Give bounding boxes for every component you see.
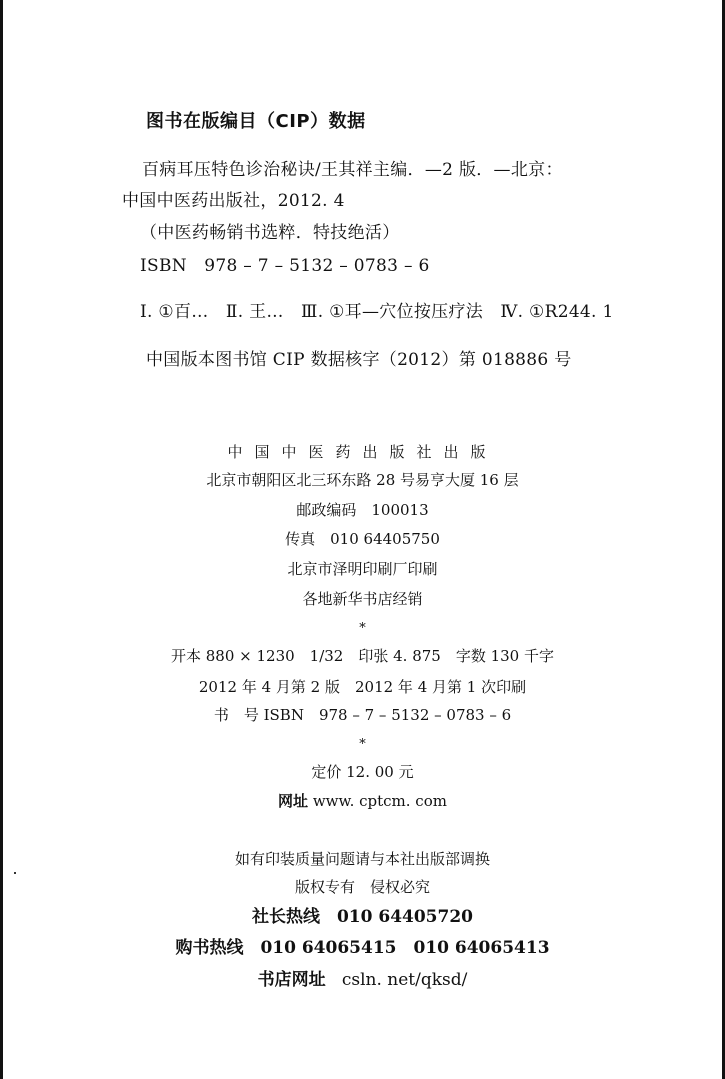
imprint-website bbox=[0, 794, 725, 809]
cip-line-series: （中医药畅销书选粹．特技绝活） bbox=[140, 223, 400, 243]
bookstore-label: 书店网址 bbox=[257, 970, 326, 990]
imprint-fax: 传真 010 64405750 bbox=[285, 530, 440, 548]
cip-title: 图书在版编目（CIP）数据 bbox=[146, 111, 366, 132]
bookstore-website bbox=[0, 972, 725, 989]
imprint-separator-star-2: * bbox=[359, 737, 366, 752]
imprint-distributor: 各地新华书店经销 bbox=[302, 590, 423, 608]
imprint-zip: 邮政编码 100013 bbox=[296, 501, 429, 519]
website-url: www. cptcm. com bbox=[312, 792, 447, 810]
imprint-edition: 2012 年 4 月第 2 版 2012 年 4 月第 1 次印刷 bbox=[198, 678, 527, 696]
cip-line-classification: Ⅰ. ①百… Ⅱ. 王… Ⅲ. ①耳—穴位按压疗法 Ⅳ. ①R244. 1 bbox=[140, 302, 614, 322]
quality-notice: 如有印装质量问题请与本社出版部调换 bbox=[234, 850, 490, 868]
imprint-printer: 北京市泽明印刷厂印刷 bbox=[287, 560, 438, 578]
cip-line-verification: 中国版本图书馆 CIP 数据核字（2012）第 018886 号 bbox=[146, 350, 572, 370]
imprint-address: 北京市朝阳区北三环东路 28 号易亨大厦 16 层 bbox=[206, 471, 519, 489]
director-hotline: 社长热线 010 64405720 bbox=[251, 907, 474, 927]
imprint-publisher: 中国中医药出版社出版 bbox=[227, 443, 498, 461]
imprint-price: 定价 12. 00 元 bbox=[311, 763, 414, 781]
imprint-specification: 开本 880 × 1230 1/32 印张 4. 875 字数 130 千字 bbox=[170, 647, 554, 665]
imprint-isbn: 书 号 ISBN 978 – 7 – 5132 – 0783 – 6 bbox=[213, 706, 512, 724]
bookstore-url: csln. net/qksd/ bbox=[341, 970, 468, 990]
copyright-notice: 版权专有 侵权必究 bbox=[294, 878, 430, 896]
cip-line-isbn: ISBN 978 – 7 – 5132 – 0783 – 6 bbox=[140, 256, 430, 276]
website-label: 网址 bbox=[278, 792, 309, 810]
cip-line-publisher: 中国中医药出版社，2012. 4 bbox=[122, 191, 345, 211]
scan-speck bbox=[14, 872, 16, 874]
imprint-separator-star: * bbox=[359, 621, 366, 636]
order-hotline: 购书热线 010 64065415 010 64065413 bbox=[175, 938, 550, 958]
cip-line-title-author: 百病耳压特色诊治秘诀/王其祥主编．—2 版．—北京： bbox=[142, 160, 563, 180]
